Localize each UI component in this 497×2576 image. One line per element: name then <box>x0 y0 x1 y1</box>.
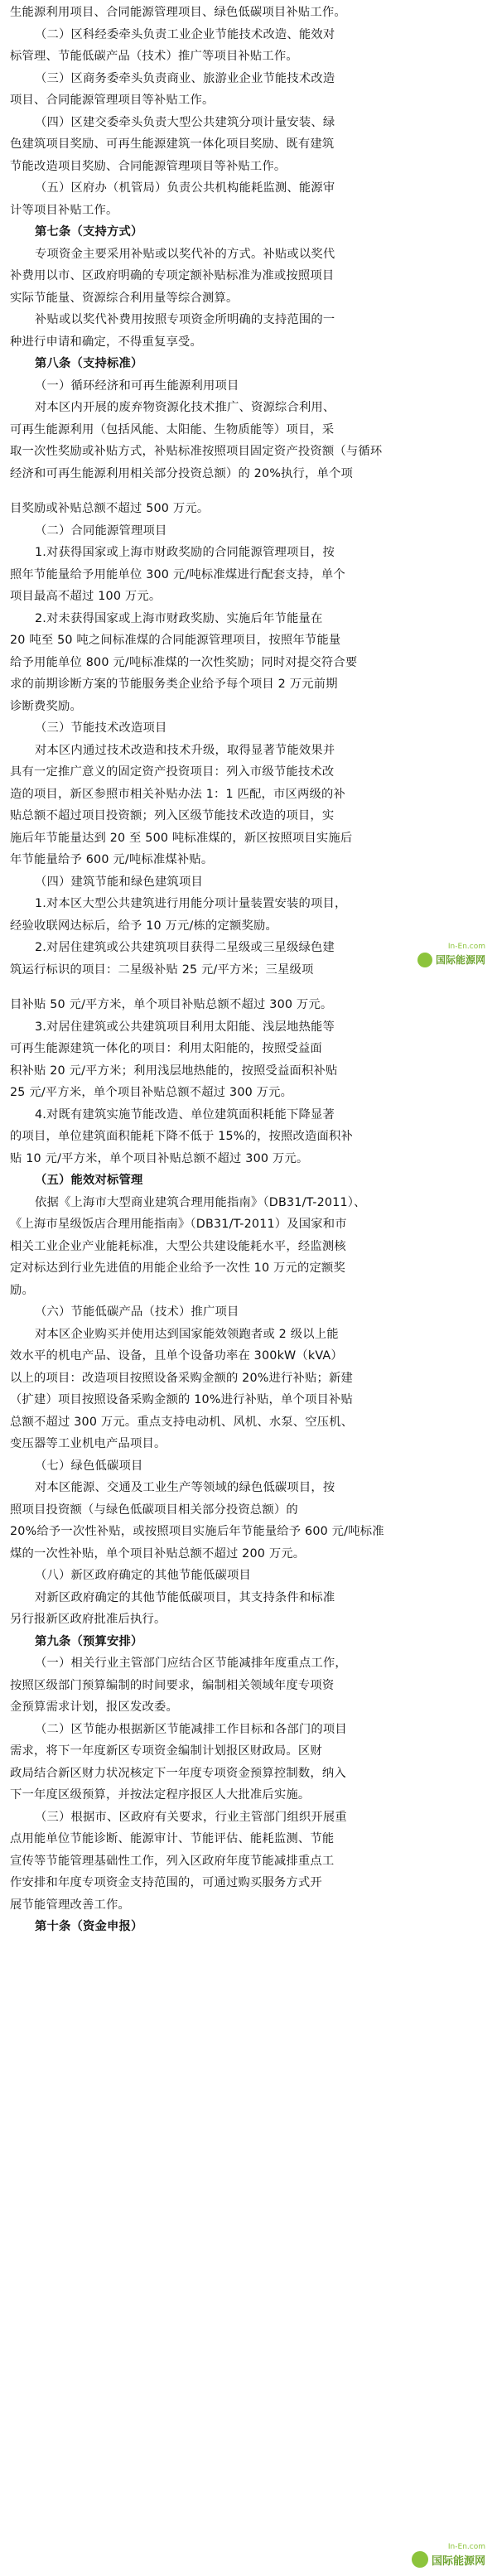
text-line: 对本区内开展的废弃物资源化技术推广、资源综合利用、 <box>35 401 335 414</box>
text-line: 标管理、节能低碳产品（技术）推广等项目补贴工作。 <box>10 50 298 63</box>
text-line: 具有一定推广意义的固定资产投资项目：列入市级节能技术改 <box>10 765 335 779</box>
text-line: 煤的一次性补贴，单个项目补贴总额不超过 200 万元。 <box>10 1546 306 1561</box>
text-line: 1.对本区大型公共建筑进行用能分项计量装置安装的项目， <box>35 897 347 910</box>
text-line: 种进行申请和确定，不得重复享受。 <box>10 335 202 349</box>
text-line: 作安排和年度专项资金支持范围的，可通过购买服务方式开 <box>10 1876 322 1889</box>
text-line: （三）根据市、区政府有关要求，行业主管部门组织开展重 <box>35 1810 347 1824</box>
text-line: 3.对居住建筑或公共建筑项目利用太阳能、浅层地热能等 <box>35 1020 335 1034</box>
text-line: 第七条（支持方式） <box>35 225 143 239</box>
watermark-cn-text: 国际能源网 <box>431 2554 485 2568</box>
text-line: （三）节能技术改造项目 <box>35 721 167 735</box>
text-line: 筑运行标识的项目：二星级补贴 25 元/平方米；三星级项 <box>10 962 314 977</box>
text-line: 第八条（支持标准） <box>35 357 143 370</box>
text-line: （八）新区政府确定的其他节能低碳项目 <box>35 1569 251 1582</box>
text-line: （五）能效对标管理 <box>35 1174 143 1187</box>
text-line: 以上的项目：改造项目按照设备采购金额的 20%进行补贴；新建 <box>10 1371 354 1385</box>
text-line: 相关工业企业产业能耗标准，大型公共建设能耗水平，经监测核 <box>10 1239 346 1253</box>
text-line: 补贴或以奖代补费用按照专项资金所明确的支持范围的一 <box>35 313 335 326</box>
text-line: 经验收联网达标后，给予 10 万元/栋的定额奖励。 <box>10 919 278 933</box>
text-line: 项目、合同能源管理项目等补贴工作。 <box>10 94 215 107</box>
text-line: 20 吨至 50 吨之间标准煤的合同能源管理项目，按照年节能量 <box>10 634 341 647</box>
text-line: 励。 <box>10 1283 34 1297</box>
text-line: （一）相关行业主管部门应结合区节能减排年度重点工作， <box>35 1657 347 1670</box>
watermark-en-text: In-En.com <box>447 943 485 951</box>
watermark-globe-icon <box>417 953 432 967</box>
text-line: 对新区政府确定的其他节能低碳项目，其支持条件和标准 <box>35 1590 335 1604</box>
text-line: 总额不超过 300 万元。重点支持电动机、风机、水泵、空压机、 <box>10 1415 354 1429</box>
text-line: 对本区企业购买并使用达到国家能效领跑者或 2 级以上能 <box>35 1327 339 1341</box>
text-line: 展节能管理改善工作。 <box>10 1898 130 1912</box>
text-line: 贴总额不超过项目投资额；列入区级节能技术改造的项目，实 <box>10 809 335 822</box>
text-line: 25 元/平方米，单个项目补贴总额不超过 300 万元。 <box>10 1086 293 1099</box>
text-line: 实际节能量、资源综合利用量等综合测算。 <box>10 291 239 305</box>
text-line: 照项目投资额（与绿色低碳项目相关部分投资总额）的 <box>10 1503 298 1517</box>
text-line: 年节能量给予 600 元/吨标准煤补贴。 <box>10 853 214 866</box>
text-line: （二）区节能办根据新区节能减排工作目标和各部门的项目 <box>35 1722 347 1736</box>
text-line: 可再生能源利用（包括风能、太阳能、生物质能等）项目，采 <box>10 422 335 437</box>
text-line: 效水平的机电产品、设备，且单个设备功率在 300kW（kVA） <box>10 1349 343 1363</box>
text-line: 目奖励或补贴总额不超过 500 万元。 <box>10 502 210 515</box>
text-line: 20%给予一次性补贴，或按照项目实施后年节能量给予 600 元/吨标准 <box>10 1525 384 1538</box>
text-line: （二）区科经委牵头负责工业企业节能技术改造、能效对 <box>35 27 335 41</box>
text-line: 计等项目补贴工作。 <box>10 203 118 217</box>
text-line: 第十条（资金申报） <box>35 1920 143 1933</box>
text-line: 造的项目，新区参照市相关补贴办法 1：1 匹配，市区两级的补 <box>10 787 345 801</box>
watermark-logo-bottom <box>412 2543 485 2569</box>
text-line: 政局结合新区财力状况核定下一年度专项资金预算控制数，纳入 <box>10 1766 346 1780</box>
text-line: （七）绿色低碳项目 <box>35 1459 143 1473</box>
watermark-logo-top <box>417 943 485 967</box>
text-line: 目补贴 50 元/平方米，单个项目补贴总额不超过 300 万元。 <box>10 998 333 1011</box>
text-line: 《上海市星级饭店合理用能指南》（DB31/T-2011）及国家和市 <box>10 1218 347 1231</box>
text-line: （四）建筑节能和绿色建筑项目 <box>35 875 203 889</box>
text-line: 宣传等节能管理基础性工作，列入区政府年度节能减排重点工 <box>10 1854 335 1868</box>
text-line: 经济和可再生能源利用相关部分投资总额）的 20%执行，单个项 <box>10 466 354 480</box>
text-line: （五）区府办（机管局）负责公共机构能耗监测、能源审 <box>35 181 335 195</box>
text-line: 对本区能源、交通及工业生产等领域的绿色低碳项目，按 <box>35 1481 335 1494</box>
text-line: 取一次性奖励或补贴方式，补贴标准按照项目固定资产投资额（与循环 <box>10 445 383 458</box>
text-line: 第九条（预算安排） <box>35 1634 143 1648</box>
watermark-en-text: In-En.com <box>447 2542 485 2551</box>
text-line: 的项目，单位建筑面积能耗下降不低于 15%的，按照改造面积补 <box>10 1130 354 1143</box>
text-line: 按照区级部门预算编制的时间要求，编制相关领域年度专项资 <box>10 1678 335 1692</box>
text-line: 生能源利用项目、合同能源管理项目、绿色低碳项目补贴工作。 <box>10 6 346 19</box>
text-line: 2.对居住建筑或公共建筑项目获得二星级或三星级绿色建 <box>35 941 335 954</box>
text-line: 变压器等工业机电产品项目。 <box>10 1437 166 1450</box>
text-line: 对本区内通过技术改造和技术升级，取得显著节能效果并 <box>35 743 335 757</box>
text-line: 专项资金主要采用补贴或以奖代补的方式。补贴或以奖代 <box>35 247 335 261</box>
text-line: 节能改造项目奖励、合同能源管理项目等补贴工作。 <box>10 159 287 173</box>
text-line: 求的前期诊断方案的节能服务类企业给予每个项目 2 万元前期 <box>10 678 338 691</box>
text-line: （三）区商务委牵头负责商业、旅游业企业节能技术改造 <box>35 71 335 85</box>
text-line: 积补贴 20 元/平方米；利用浅层地热能的，按照受益面积补贴 <box>10 1064 338 1078</box>
text-line: 1.对获得国家或上海市财政奖励的合同能源管理项目，按 <box>35 546 335 559</box>
text-line: （六）节能低碳产品（技术）推广项目 <box>35 1305 239 1319</box>
text-line: （扩建）项目按照设备采购金额的 10%进行补贴，单个项目补贴 <box>10 1393 354 1406</box>
text-line: 照年节能量给予用能单位 300 元/吨标准煤进行配套支持，单个 <box>10 567 345 581</box>
text-line: 另行报新区政府批准后执行。 <box>10 1613 166 1626</box>
text-line: 色建筑项目奖励、可再生能源建筑一体化项目奖励、既有建筑 <box>10 137 335 151</box>
text-line: 项目最高不超过 100 万元。 <box>10 590 162 603</box>
text-line: 给予用能单位 800 元/吨标准煤的一次性奖励；同时对提交符合要 <box>10 655 358 669</box>
text-line: 金预算需求计划，报区发改委。 <box>10 1700 178 1714</box>
text-line: 4.对既有建筑实施节能改造、单位建筑面积耗能下降显著 <box>35 1107 335 1122</box>
text-line: 施后年节能量达到 20 至 500 吨标准煤的，新区按照项目实施后 <box>10 831 353 845</box>
text-line: 2.对未获得国家或上海市财政奖励、实施后年节能量在 <box>35 611 323 625</box>
text-line: 需求，将下一年度新区专项资金编制计划报区财政局。区财 <box>10 1744 322 1758</box>
watermark-globe-icon <box>412 2551 428 2568</box>
text-line: 点用能单位节能诊断、能源审计、节能评估、能耗监测、节能 <box>10 1832 335 1845</box>
text-line: 可再生能源建筑一体化的项目：利用太阳能的，按照受益面 <box>10 1042 322 1055</box>
text-line: 补费用以市、区政府明确的专项定额补贴标准为准或按照项目 <box>10 269 335 282</box>
watermark-cn-text: 国际能源网 <box>435 954 485 966</box>
text-line: 诊断费奖励。 <box>10 699 82 713</box>
text-line: 贴 10 元/平方米，单个项目补贴总额不超过 300 万元。 <box>10 1151 309 1165</box>
text-line: 依据《上海市大型商业建筑合理用能指南》（DB31/T-2011）、 <box>35 1195 366 1209</box>
text-line: （四）区建交委牵头负责大型公共建筑分项计量安装、绿 <box>35 115 335 129</box>
text-line: （二）合同能源管理项目 <box>35 523 167 538</box>
text-line: 定对标达到行业先进值的用能企业给予一次性 10 万元的定额奖 <box>10 1261 345 1275</box>
text-line: （一）循环经济和可再生能源利用项目 <box>35 379 239 393</box>
text-line: 下一年度区级预算，并按法定程序报区人大批准后实施。 <box>10 1788 311 1802</box>
